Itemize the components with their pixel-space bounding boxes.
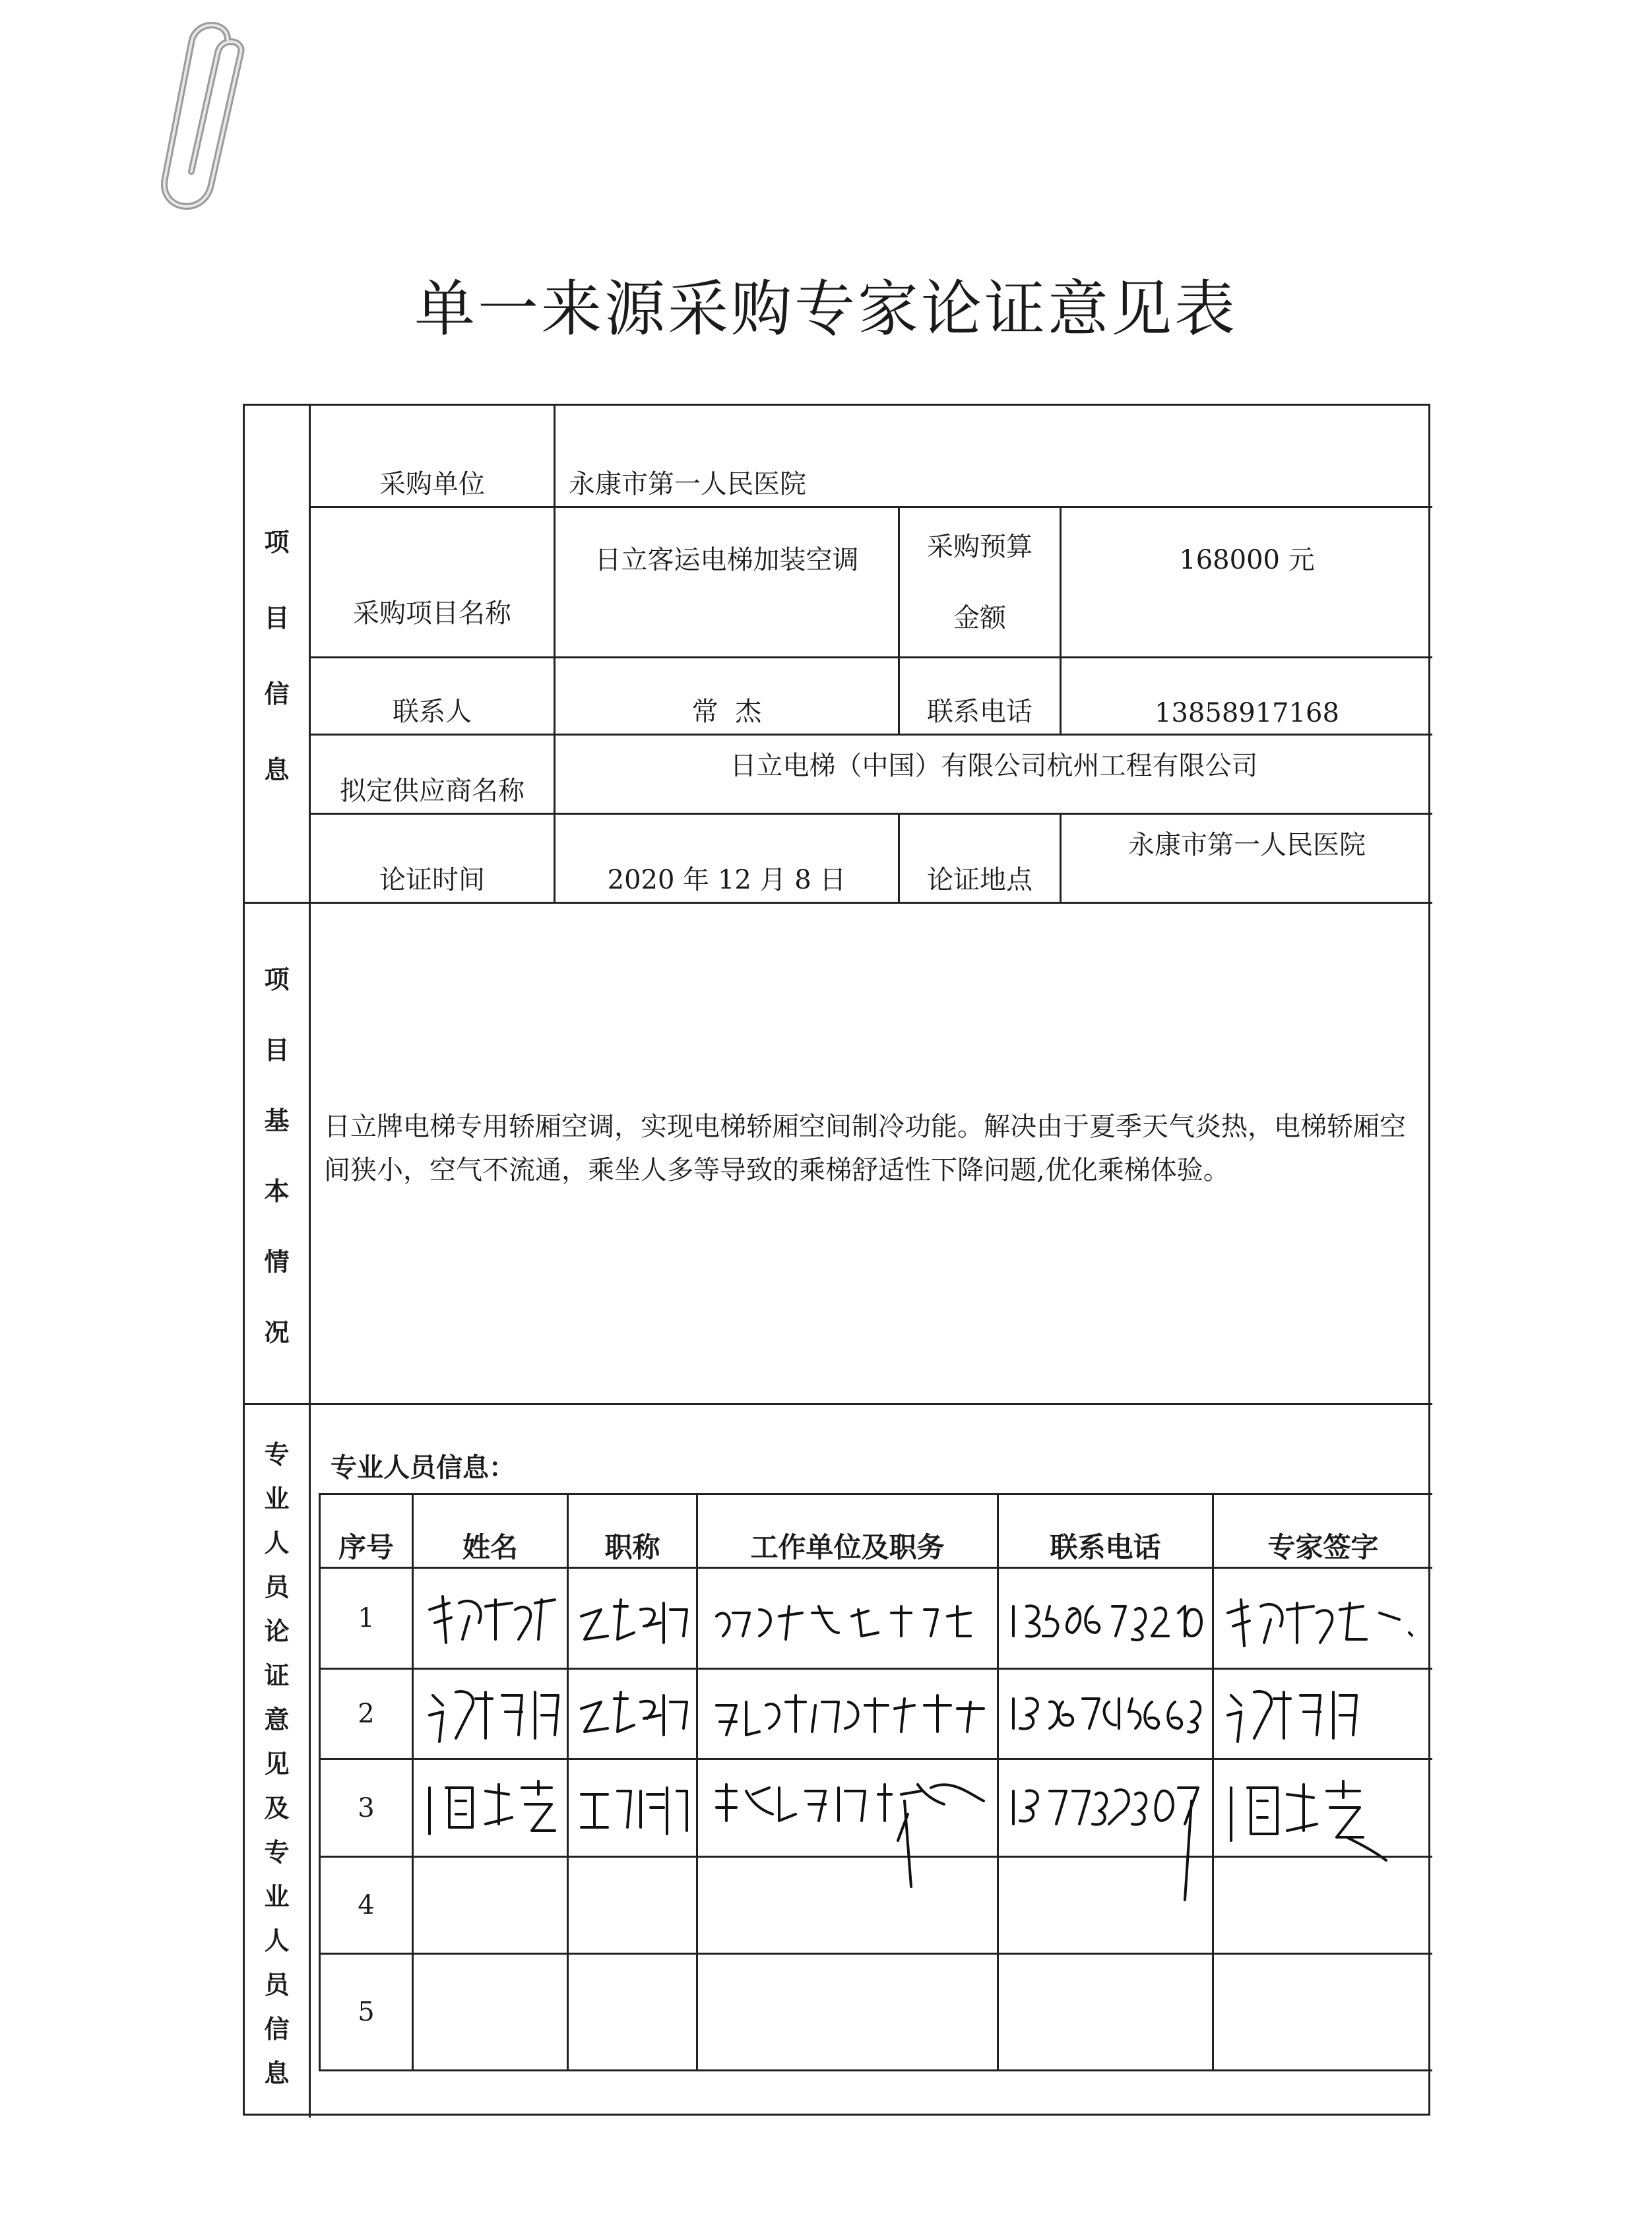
handwritten-signature-2 [1221,1682,1386,1748]
section-label-project-basic: 项 目 基 本 情 况 [264,964,290,1347]
handwritten-phone-3 [1003,1775,1215,1906]
supplier-label: 拟定供应商名称 [340,776,524,806]
handwritten-employer-2 [707,1689,997,1742]
section-label-project-info: 项 目 信 息 [264,528,290,784]
col-header-no: 序号 [338,1531,394,1563]
col-header-signature: 专家签字 [1267,1531,1379,1563]
budget-value: 168000 元 [1179,544,1315,575]
table-row-no: 2 [358,1699,375,1729]
project-name-value: 日立客运电梯加装空调 [594,544,859,575]
handwritten-phone-1 [1003,1593,1208,1646]
contact-value: 常 杰 [691,697,762,727]
handwritten-name-2 [423,1682,561,1748]
procurement-unit-label: 采购单位 [379,469,485,499]
col-header-phone: 联系电话 [1050,1531,1161,1563]
handwritten-name-3 [420,1775,565,1844]
place-label: 论证地点 [927,865,1032,895]
table-row-no: 4 [358,1890,375,1920]
handwritten-signature-1 [1221,1593,1426,1653]
handwritten-title-2 [575,1685,690,1745]
handwritten-title-1 [575,1593,690,1649]
procurement-unit-value: 永康市第一人民医院 [569,469,806,499]
phone-value: 13858917168 [1155,698,1339,728]
section-label-experts: 专 业 人 员 论 证 意 见 及 专 业 人 员 信 息 [264,1439,290,2088]
form-table [243,404,1430,2116]
paperclip-icon [129,13,261,231]
experts-heading: 专业人员信息： [331,1453,515,1483]
page-title: 单一来源采购专家论证意见表 [414,274,1238,344]
project-name-label: 采购项目名称 [353,598,511,629]
handwritten-employer-3 [707,1775,997,1893]
handwritten-signature-3 [1221,1775,1426,1867]
supplier-value: 日立电梯（中国）有限公司杭州工程有限公司 [730,751,1258,781]
date-label: 论证时间 [379,865,485,895]
handwritten-employer-1 [707,1596,990,1649]
handwritten-name-1 [423,1590,561,1649]
contact-label: 联系人 [393,697,472,727]
place-value: 永康市第一人民医院 [1128,830,1366,860]
table-row-no: 5 [358,1997,375,2027]
table-row-no: 3 [358,1792,375,1823]
col-header-title: 职称 [604,1531,660,1563]
project-description: 日立牌电梯专用轿厢空调，实现电梯轿厢空间制冷功能。解决由于夏季天气炎热，电梯轿厢空间狭小，空气不流通，乘坐人多等导致的乘梯舒适性下降问题,优化乘梯体验。 [324,1112,1406,1185]
handwritten-phone-2 [1003,1685,1215,1745]
col-header-employer: 工作单位及职务 [750,1531,945,1563]
col-header-name: 姓名 [462,1531,518,1563]
budget-label: 采购预算 金额 [927,531,1032,633]
date-value: 2020 年 12 月 8 日 [607,865,846,895]
handwritten-title-3 [575,1778,693,1841]
table-row-no: 1 [358,1603,375,1633]
phone-label: 联系电话 [927,697,1032,727]
